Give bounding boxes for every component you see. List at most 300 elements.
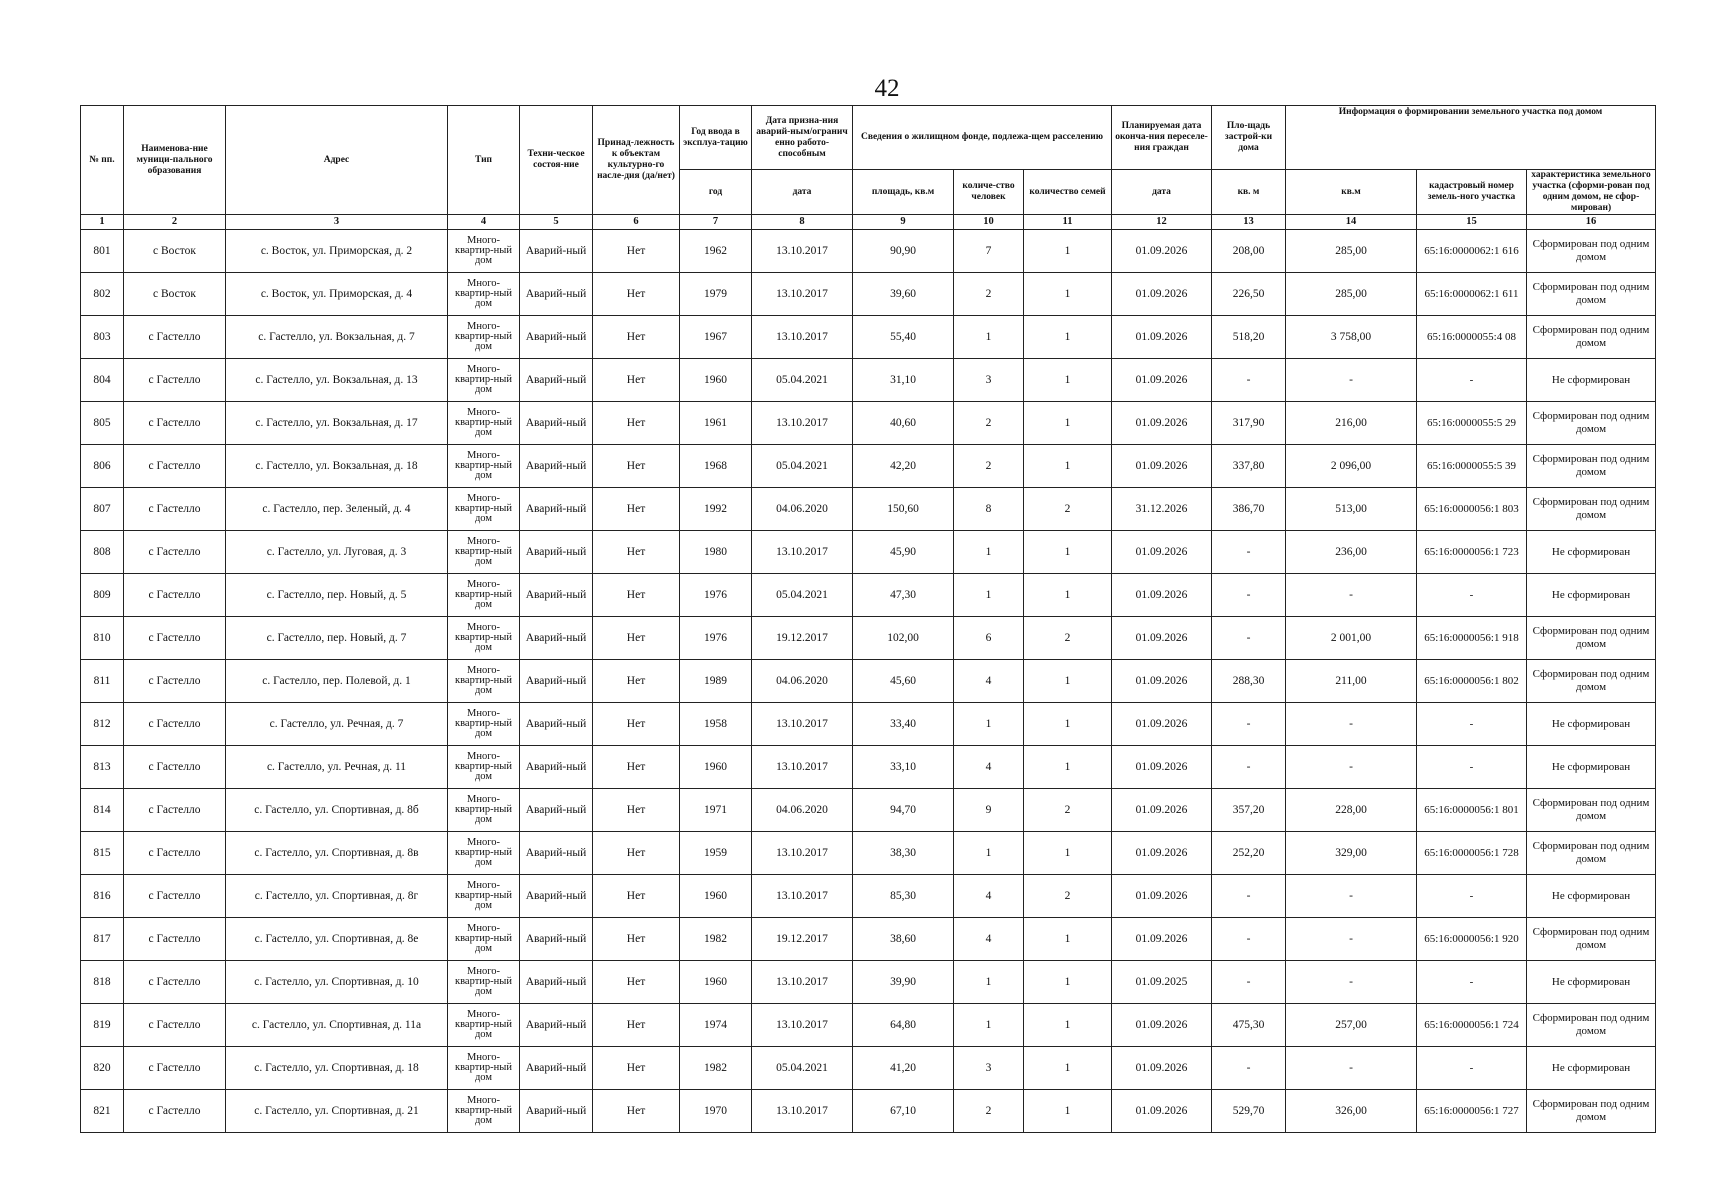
cell-type: Много-квартир-ный дом	[448, 316, 520, 359]
cell-built-area: -	[1212, 961, 1286, 1004]
cell-municipality: с Гастелло	[124, 1004, 226, 1047]
cell-people: 4	[954, 918, 1024, 961]
cell-tech-state: Аварий-ный	[520, 359, 593, 402]
cell-housing-area: 45,60	[853, 660, 954, 703]
cell-land-area: -	[1286, 359, 1417, 402]
registry-rows	[81, 230, 1656, 1133]
cell-cultural-heritage: Нет	[593, 875, 680, 918]
cell-characteristic: Не сформирован	[1527, 746, 1656, 789]
cell-people: 3	[954, 1047, 1024, 1090]
table-row	[81, 1090, 1656, 1133]
cell-cadastral: 65:16:0000062:1 616	[1417, 230, 1527, 273]
cell-built-area: -	[1212, 875, 1286, 918]
table-row	[81, 531, 1656, 574]
cell-emergency-date: 04.06.2020	[752, 488, 853, 531]
cell-built-area: 475,30	[1212, 1004, 1286, 1047]
cell-planned-date: 01.09.2026	[1112, 789, 1212, 832]
cell-cadastral: 65:16:0000056:1 802	[1417, 660, 1527, 703]
cell-municipality: с Гастелло	[124, 488, 226, 531]
cell-municipality: с Гастелло	[124, 961, 226, 1004]
cell-municipality: с Гастелло	[124, 531, 226, 574]
cell-families: 1	[1024, 531, 1112, 574]
cell-emergency-date: 13.10.2017	[752, 961, 853, 1004]
cell-year: 1960	[680, 875, 752, 918]
cell-families: 1	[1024, 832, 1112, 875]
cell-cadastral: 65:16:0000056:1 803	[1417, 488, 1527, 531]
cell-characteristic: Сформирован под одним домом	[1527, 918, 1656, 961]
cell-housing-area: 102,00	[853, 617, 954, 660]
cell-planned-date: 01.09.2026	[1112, 832, 1212, 875]
cell-families: 2	[1024, 488, 1112, 531]
cell-housing-area: 41,20	[853, 1047, 954, 1090]
cell-people: 2	[954, 1090, 1024, 1133]
cell-municipality: с Гастелло	[124, 1090, 226, 1133]
cell-housing-area: 39,60	[853, 273, 954, 316]
cell-address: с. Восток, ул. Приморская, д. 2	[226, 230, 448, 273]
cell-year: 1980	[680, 531, 752, 574]
cell-year: 1970	[680, 1090, 752, 1133]
cell-planned-date: 01.09.2026	[1112, 918, 1212, 961]
cell-municipality: с Восток	[124, 230, 226, 273]
cell-people: 1	[954, 316, 1024, 359]
cell-year: 1982	[680, 918, 752, 961]
cell-land-area: 285,00	[1286, 273, 1417, 316]
cell-families: 1	[1024, 746, 1112, 789]
cell-people: 1	[954, 531, 1024, 574]
header-built-area-group: Пло-щадь застрой-ки дома	[1212, 106, 1286, 170]
cell-housing-area: 55,40	[853, 316, 954, 359]
cell-planned-date: 01.09.2026	[1112, 1047, 1212, 1090]
cell-housing-area: 39,90	[853, 961, 954, 1004]
header-date-sub: дата	[752, 170, 853, 215]
cell-emergency-date: 13.10.2017	[752, 531, 853, 574]
cell-type: Много-квартир-ный дом	[448, 746, 520, 789]
cell-type: Много-квартир-ный дом	[448, 488, 520, 531]
cell-municipality: с Гастелло	[124, 445, 226, 488]
cell-tech-state: Аварий-ный	[520, 617, 593, 660]
cell-address: с. Гастелло, ул. Спортивная, д. 8в	[226, 832, 448, 875]
cell-number: 821	[81, 1090, 124, 1133]
cell-tech-state: Аварий-ный	[520, 574, 593, 617]
cell-families: 1	[1024, 1047, 1112, 1090]
cell-cadastral: -	[1417, 875, 1527, 918]
cell-land-area: 211,00	[1286, 660, 1417, 703]
cell-number: 814	[81, 789, 124, 832]
cell-families: 1	[1024, 445, 1112, 488]
cell-year: 1960	[680, 746, 752, 789]
cell-land-area: -	[1286, 961, 1417, 1004]
cell-people: 7	[954, 230, 1024, 273]
cell-built-area: 208,00	[1212, 230, 1286, 273]
column-number: 6	[593, 215, 680, 230]
cell-cultural-heritage: Нет	[593, 316, 680, 359]
cell-characteristic: Сформирован под одним домом	[1527, 316, 1656, 359]
page-number: 42	[874, 75, 900, 102]
cell-families: 1	[1024, 1004, 1112, 1047]
cell-tech-state: Аварий-ный	[520, 488, 593, 531]
cell-cultural-heritage: Нет	[593, 531, 680, 574]
cell-built-area: 386,70	[1212, 488, 1286, 531]
cell-emergency-date: 19.12.2017	[752, 918, 853, 961]
column-number: 3	[226, 215, 448, 230]
cell-land-area: -	[1286, 875, 1417, 918]
cell-housing-area: 47,30	[853, 574, 954, 617]
cell-cadastral: 65:16:0000056:1 920	[1417, 918, 1527, 961]
header-built-area-sub: кв. м	[1212, 170, 1286, 215]
cell-year: 1992	[680, 488, 752, 531]
cell-tech-state: Аварий-ный	[520, 316, 593, 359]
cell-cultural-heritage: Нет	[593, 273, 680, 316]
cell-municipality: с Восток	[124, 273, 226, 316]
cell-planned-date: 01.09.2026	[1112, 273, 1212, 316]
cell-number: 813	[81, 746, 124, 789]
cell-cultural-heritage: Нет	[593, 230, 680, 273]
table-row	[81, 961, 1656, 1004]
cell-families: 1	[1024, 961, 1112, 1004]
cell-built-area: -	[1212, 703, 1286, 746]
cell-built-area: 288,30	[1212, 660, 1286, 703]
cell-address: с. Гастелло, ул. Вокзальная, д. 7	[226, 316, 448, 359]
cell-people: 2	[954, 402, 1024, 445]
cell-families: 2	[1024, 789, 1112, 832]
cell-built-area: -	[1212, 574, 1286, 617]
cell-planned-date: 01.09.2026	[1112, 574, 1212, 617]
cell-housing-area: 150,60	[853, 488, 954, 531]
cell-tech-state: Аварий-ный	[520, 273, 593, 316]
cell-type: Много-квартир-ный дом	[448, 875, 520, 918]
cell-number: 807	[81, 488, 124, 531]
column-number: 8	[752, 215, 853, 230]
cell-tech-state: Аварий-ный	[520, 1047, 593, 1090]
header-characteristic: характеристика земельного участка (сформи-рован под одним домом, не сфор-мирован)	[1527, 170, 1656, 215]
cell-housing-area: 33,10	[853, 746, 954, 789]
cell-address: с. Гастелло, ул. Вокзальная, д. 13	[226, 359, 448, 402]
cell-land-area: -	[1286, 746, 1417, 789]
cell-planned-date: 01.09.2026	[1112, 402, 1212, 445]
column-number: 15	[1417, 215, 1527, 230]
cell-tech-state: Аварий-ный	[520, 1004, 593, 1047]
cell-address: с. Гастелло, ул. Речная, д. 7	[226, 703, 448, 746]
cell-tech-state: Аварий-ный	[520, 445, 593, 488]
table-row	[81, 445, 1656, 488]
cell-emergency-date: 13.10.2017	[752, 703, 853, 746]
cell-people: 2	[954, 273, 1024, 316]
table-row	[81, 402, 1656, 445]
cell-cultural-heritage: Нет	[593, 617, 680, 660]
cell-cultural-heritage: Нет	[593, 402, 680, 445]
cell-type: Много-квартир-ный дом	[448, 445, 520, 488]
cell-characteristic: Сформирован под одним домом	[1527, 789, 1656, 832]
cell-emergency-date: 04.06.2020	[752, 660, 853, 703]
cell-people: 4	[954, 746, 1024, 789]
cell-type: Много-квартир-ный дом	[448, 832, 520, 875]
table-row	[81, 488, 1656, 531]
cell-built-area: -	[1212, 531, 1286, 574]
cell-year: 1958	[680, 703, 752, 746]
header-cadastral: кадастровый номер земель-ного участка	[1417, 170, 1527, 215]
cell-cadastral: 65:16:0000055:4 08	[1417, 316, 1527, 359]
cell-built-area: 337,80	[1212, 445, 1286, 488]
cell-people: 1	[954, 1004, 1024, 1047]
cell-tech-state: Аварий-ный	[520, 832, 593, 875]
cell-year: 1961	[680, 402, 752, 445]
cell-address: с. Гастелло, ул. Спортивная, д. 18	[226, 1047, 448, 1090]
cell-built-area: -	[1212, 918, 1286, 961]
cell-year: 1960	[680, 961, 752, 1004]
cell-municipality: с Гастелло	[124, 703, 226, 746]
cell-housing-area: 64,80	[853, 1004, 954, 1047]
cell-year: 1962	[680, 230, 752, 273]
cell-tech-state: Аварий-ный	[520, 789, 593, 832]
cell-type: Много-квартир-ный дом	[448, 574, 520, 617]
cell-emergency-date: 13.10.2017	[752, 746, 853, 789]
cell-emergency-date: 13.10.2017	[752, 273, 853, 316]
cell-cultural-heritage: Нет	[593, 746, 680, 789]
cell-cultural-heritage: Нет	[593, 660, 680, 703]
cell-land-area: -	[1286, 574, 1417, 617]
cell-year: 1967	[680, 316, 752, 359]
cell-municipality: с Гастелло	[124, 359, 226, 402]
header-year-sub: год	[680, 170, 752, 215]
cell-address: с. Гастелло, ул. Вокзальная, д. 18	[226, 445, 448, 488]
column-number-row	[81, 215, 1656, 230]
cell-tech-state: Аварий-ный	[520, 402, 593, 445]
cell-cultural-heritage: Нет	[593, 832, 680, 875]
cell-people: 4	[954, 875, 1024, 918]
header-date-group: Дата призна-ния аварий-ным/огранич енно работо-способным	[752, 106, 853, 170]
cell-municipality: с Гастелло	[124, 617, 226, 660]
cell-built-area: -	[1212, 1047, 1286, 1090]
cell-housing-area: 40,60	[853, 402, 954, 445]
cell-type: Много-квартир-ный дом	[448, 1090, 520, 1133]
cell-characteristic: Сформирован под одним домом	[1527, 1004, 1656, 1047]
cell-address: с. Гастелло, пер. Новый, д. 5	[226, 574, 448, 617]
cell-housing-area: 67,10	[853, 1090, 954, 1133]
column-number: 7	[680, 215, 752, 230]
cell-characteristic: Сформирован под одним домом	[1527, 445, 1656, 488]
cell-emergency-date: 13.10.2017	[752, 316, 853, 359]
cell-planned-date: 01.09.2026	[1112, 531, 1212, 574]
cell-tech-state: Аварий-ный	[520, 746, 593, 789]
cell-characteristic: Сформирован под одним домом	[1527, 1090, 1656, 1133]
cell-year: 1976	[680, 617, 752, 660]
cell-people: 1	[954, 961, 1024, 1004]
cell-built-area: 529,70	[1212, 1090, 1286, 1133]
cell-built-area: -	[1212, 359, 1286, 402]
cell-number: 805	[81, 402, 124, 445]
cell-type: Много-квартир-ный дом	[448, 918, 520, 961]
cell-address: с. Восток, ул. Приморская, д. 4	[226, 273, 448, 316]
cell-address: с. Гастелло, ул. Спортивная, д. 21	[226, 1090, 448, 1133]
cell-people: 2	[954, 445, 1024, 488]
cell-cadastral: -	[1417, 746, 1527, 789]
cell-type: Много-квартир-ный дом	[448, 531, 520, 574]
table-row	[81, 832, 1656, 875]
cell-emergency-date: 05.04.2021	[752, 359, 853, 402]
cell-cultural-heritage: Нет	[593, 488, 680, 531]
table-row	[81, 316, 1656, 359]
cell-land-area: -	[1286, 703, 1417, 746]
cell-cultural-heritage: Нет	[593, 445, 680, 488]
cell-families: 1	[1024, 402, 1112, 445]
column-number: 9	[853, 215, 954, 230]
cell-address: с. Гастелло, пер. Полевой, д. 1	[226, 660, 448, 703]
cell-land-area: 257,00	[1286, 1004, 1417, 1047]
cell-built-area: 518,20	[1212, 316, 1286, 359]
cell-housing-area: 94,70	[853, 789, 954, 832]
cell-land-area: 326,00	[1286, 1090, 1417, 1133]
cell-emergency-date: 05.04.2021	[752, 574, 853, 617]
cell-address: с. Гастелло, ул. Спортивная, д. 8г	[226, 875, 448, 918]
cell-type: Много-квартир-ный дом	[448, 402, 520, 445]
cell-land-area: 2 001,00	[1286, 617, 1417, 660]
cell-families: 1	[1024, 918, 1112, 961]
cell-type: Много-квартир-ный дом	[448, 703, 520, 746]
cell-tech-state: Аварий-ный	[520, 918, 593, 961]
cell-families: 1	[1024, 660, 1112, 703]
cell-planned-date: 01.09.2026	[1112, 445, 1212, 488]
cell-year: 1982	[680, 1047, 752, 1090]
cell-emergency-date: 13.10.2017	[752, 832, 853, 875]
cell-planned-date: 01.09.2026	[1112, 359, 1212, 402]
cell-number: 816	[81, 875, 124, 918]
cell-planned-date: 01.09.2026	[1112, 617, 1212, 660]
cell-planned-date: 01.09.2026	[1112, 1004, 1212, 1047]
cell-type: Много-квартир-ный дом	[448, 273, 520, 316]
cell-families: 1	[1024, 703, 1112, 746]
cell-families: 2	[1024, 617, 1112, 660]
cell-characteristic: Не сформирован	[1527, 359, 1656, 402]
cell-land-area: 228,00	[1286, 789, 1417, 832]
cell-address: с. Гастелло, ул. Спортивная, д. 11а	[226, 1004, 448, 1047]
cell-cadastral: 65:16:0000056:1 723	[1417, 531, 1527, 574]
cell-tech-state: Аварий-ный	[520, 230, 593, 273]
column-number: 1	[81, 215, 124, 230]
header-housing-area: площадь, кв.м	[853, 170, 954, 215]
column-number: 2	[124, 215, 226, 230]
cell-municipality: с Гастелло	[124, 789, 226, 832]
cell-characteristic: Не сформирован	[1527, 531, 1656, 574]
table-row	[81, 1047, 1656, 1090]
cell-cultural-heritage: Нет	[593, 961, 680, 1004]
cell-municipality: с Гастелло	[124, 574, 226, 617]
cell-cadastral: 65:16:0000056:1 727	[1417, 1090, 1527, 1133]
cell-built-area: 226,50	[1212, 273, 1286, 316]
cell-cultural-heritage: Нет	[593, 703, 680, 746]
cell-year: 1959	[680, 832, 752, 875]
cell-emergency-date: 13.10.2017	[752, 402, 853, 445]
cell-characteristic: Сформирован под одним домом	[1527, 832, 1656, 875]
cell-number: 801	[81, 230, 124, 273]
cell-number: 804	[81, 359, 124, 402]
cell-type: Много-квартир-ный дом	[448, 660, 520, 703]
cell-emergency-date: 13.10.2017	[752, 1090, 853, 1133]
cell-number: 806	[81, 445, 124, 488]
cell-cadastral: -	[1417, 1047, 1527, 1090]
header-tech-state: Техни-ческое состоя-ние	[520, 106, 593, 215]
table-row	[81, 875, 1656, 918]
cell-characteristic: Сформирован под одним домом	[1527, 488, 1656, 531]
cell-cadastral: -	[1417, 359, 1527, 402]
table-row	[81, 359, 1656, 402]
cell-number: 803	[81, 316, 124, 359]
cell-municipality: с Гастелло	[124, 316, 226, 359]
cell-characteristic: Не сформирован	[1527, 574, 1656, 617]
cell-housing-area: 38,30	[853, 832, 954, 875]
cell-planned-date: 01.09.2026	[1112, 660, 1212, 703]
header-type: Тип	[448, 106, 520, 215]
cell-housing-area: 85,30	[853, 875, 954, 918]
cell-built-area: 317,90	[1212, 402, 1286, 445]
table-row	[81, 660, 1656, 703]
cell-housing-area: 31,10	[853, 359, 954, 402]
cell-municipality: с Гастелло	[124, 1047, 226, 1090]
table-row	[81, 789, 1656, 832]
cell-cultural-heritage: Нет	[593, 918, 680, 961]
cell-cadastral: 65:16:0000062:1 611	[1417, 273, 1527, 316]
cell-characteristic: Сформирован под одним домом	[1527, 273, 1656, 316]
cell-planned-date: 01.09.2026	[1112, 316, 1212, 359]
cell-cadastral: 65:16:0000056:1 918	[1417, 617, 1527, 660]
cell-type: Много-квартир-ный дом	[448, 359, 520, 402]
cell-planned-date: 01.09.2025	[1112, 961, 1212, 1004]
cell-address: с. Гастелло, ул. Луговая, д. 3	[226, 531, 448, 574]
cell-type: Много-квартир-ный дом	[448, 1004, 520, 1047]
cell-municipality: с Гастелло	[124, 402, 226, 445]
column-number: 5	[520, 215, 593, 230]
cell-cadastral: -	[1417, 574, 1527, 617]
cell-characteristic: Сформирован под одним домом	[1527, 617, 1656, 660]
header-number: № пп.	[81, 106, 124, 215]
cell-cadastral: 65:16:0000056:1 724	[1417, 1004, 1527, 1047]
cell-cultural-heritage: Нет	[593, 1090, 680, 1133]
cell-emergency-date: 04.06.2020	[752, 789, 853, 832]
cell-address: с. Гастелло, ул. Речная, д. 11	[226, 746, 448, 789]
cell-tech-state: Аварий-ный	[520, 875, 593, 918]
cell-address: с. Гастелло, ул. Спортивная, д. 10	[226, 961, 448, 1004]
cell-type: Много-квартир-ный дом	[448, 230, 520, 273]
cell-tech-state: Аварий-ный	[520, 660, 593, 703]
cell-number: 808	[81, 531, 124, 574]
table-row	[81, 746, 1656, 789]
column-number: 11	[1024, 215, 1112, 230]
header-land-area-sub: кв.м	[1286, 170, 1417, 215]
cell-number: 809	[81, 574, 124, 617]
cell-housing-area: 45,90	[853, 531, 954, 574]
cell-tech-state: Аварий-ный	[520, 961, 593, 1004]
cell-number: 802	[81, 273, 124, 316]
cell-land-area: 285,00	[1286, 230, 1417, 273]
cell-housing-area: 42,20	[853, 445, 954, 488]
cell-families: 1	[1024, 316, 1112, 359]
cell-number: 820	[81, 1047, 124, 1090]
cell-land-area: -	[1286, 1047, 1417, 1090]
cell-people: 4	[954, 660, 1024, 703]
cell-year: 1974	[680, 1004, 752, 1047]
cell-municipality: с Гастелло	[124, 832, 226, 875]
cell-number: 818	[81, 961, 124, 1004]
cell-planned-date: 01.09.2026	[1112, 1090, 1212, 1133]
table-row	[81, 273, 1656, 316]
cell-characteristic: Сформирован под одним домом	[1527, 230, 1656, 273]
cell-year: 1971	[680, 789, 752, 832]
cell-emergency-date: 19.12.2017	[752, 617, 853, 660]
cell-municipality: с Гастелло	[124, 660, 226, 703]
cell-people: 1	[954, 703, 1024, 746]
cell-people: 9	[954, 789, 1024, 832]
cell-planned-date: 01.09.2026	[1112, 703, 1212, 746]
cell-cultural-heritage: Нет	[593, 1004, 680, 1047]
